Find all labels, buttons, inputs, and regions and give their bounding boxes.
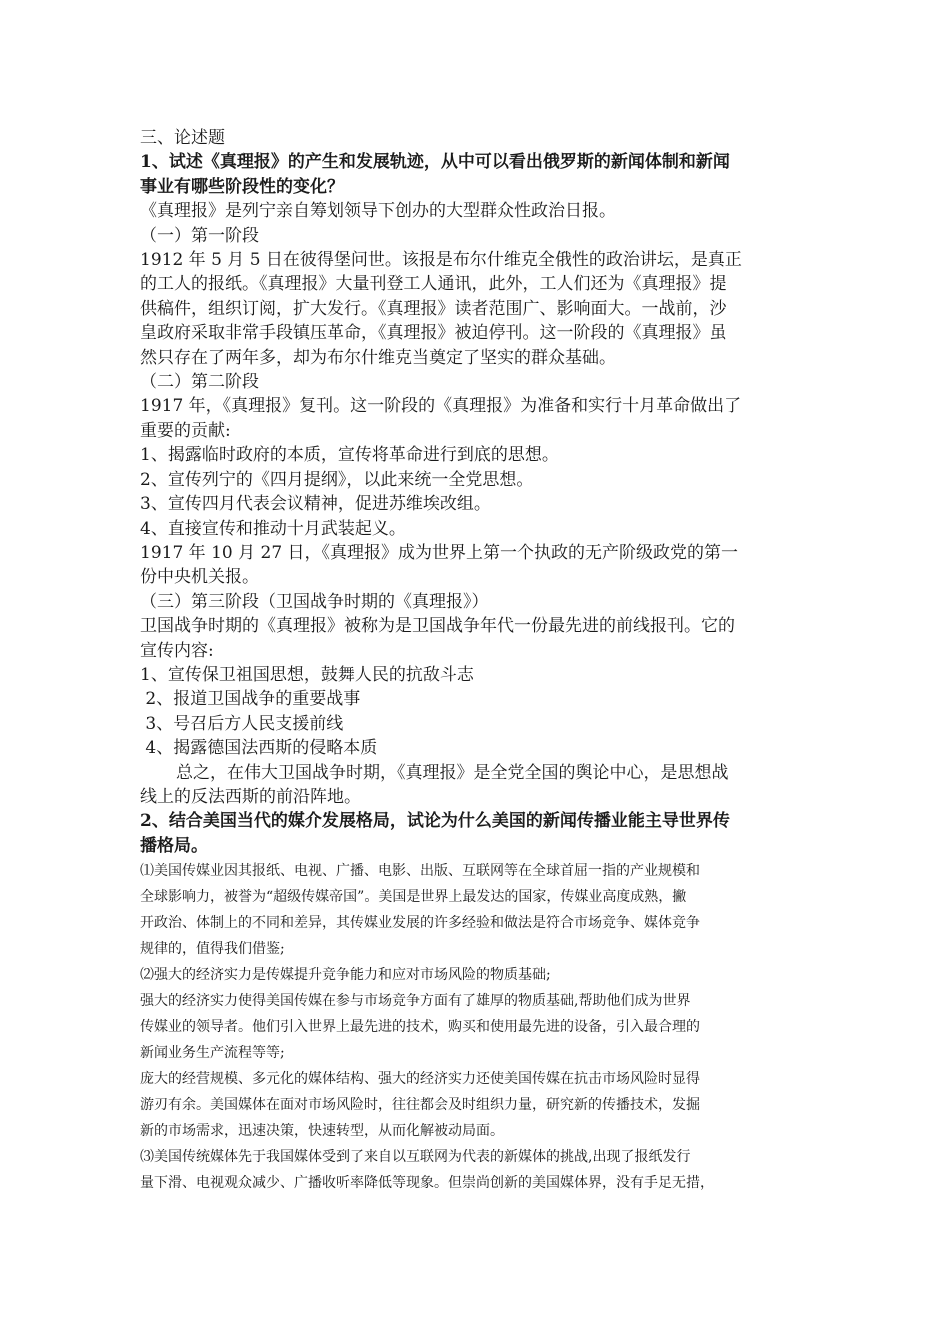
- conclusion-line: 总之，在伟大卫国战争时期，《真理报》是全党全国的舆论中心，是思想战: [176, 762, 729, 783]
- q2-paragraph-line: 全球影响力，被誉为“超级传媒帝国”。美国是世界上最发达的国家，传媒业高度成熟，撇: [140, 889, 687, 906]
- q2-paragraph-line: 量下滑、电视观众减少、广播收听率降低等现象。但崇尚创新的美国媒体界，没有手足无措，: [140, 1175, 714, 1192]
- stage1-line: 皇政府采取非常手段镇压革命，《真理报》被迫停刊。这一阶段的《真理报》虽: [140, 323, 727, 344]
- q2-title-line: 2、结合美国当代的媒介发展格局，试论为什么美国的新闻传播业能主导世界传: [140, 811, 730, 832]
- conclusion-line: 线上的反法西斯的前沿阵地。: [140, 786, 361, 807]
- stage3-list-item: 2、报道卫国战争的重要战事: [140, 689, 361, 710]
- stage2-after-line: 1917 年 10 月 27 日，《真理报》成为世界上第一个执政的无产阶级政党的第一: [140, 542, 739, 563]
- section-heading: 三、论述题: [140, 128, 225, 148]
- stage3-list-item: 1、宣传保卫祖国思想，鼓舞人民的抗敌斗志: [140, 664, 474, 685]
- stage3-list-item: 3、号召后方人民支援前线: [140, 713, 344, 734]
- q1-title-line: 事业有哪些阶段性的变化？: [140, 176, 344, 197]
- stage1-line: 供稿件，组织订阅，扩大发行。《真理报》读者范围广、影响面大。一战前，沙: [140, 298, 727, 319]
- stage2-line: 重要的贡献:: [140, 420, 231, 441]
- q2-paragraph-line: 庞大的经营规模、多元化的媒体结构、强大的经济实力还使美国传媒在抗击市场风险时显得: [140, 1071, 700, 1088]
- q2-paragraph-line: 强大的经济实力使得美国传媒在参与市场竞争方面有了雄厚的物质基础,帮助他们成为世界: [140, 993, 691, 1010]
- q2-paragraph-line: ⑵强大的经济实力是传媒提升竞争能力和应对市场风险的物质基础;: [140, 967, 551, 984]
- stage1-line: 1912 年 5 月 5 日在彼得堡问世。该报是布尔什维克全俄性的政治讲坛，是真正: [140, 250, 742, 271]
- q1-intro: 《真理报》是列宁亲自筹划领导下创办的大型群众性政治日报。: [140, 201, 616, 222]
- stage3-heading: （三）第三阶段（卫国战争时期的《真理报》）: [140, 591, 489, 612]
- q2-paragraph-line: 新的市场需求，迅速决策，快速转型，从而化解被动局面。: [140, 1123, 504, 1140]
- q2-paragraph-line: 传媒业的领导者。他们引入世界上最先进的技术，购买和使用最先进的设备，引入最合理的: [140, 1019, 700, 1036]
- stage2-list-item: 4、直接宣传和推动十月武装起义。: [140, 518, 406, 539]
- q2-paragraph-line: 规律的，值得我们借鉴;: [140, 941, 285, 958]
- q2-paragraph-line: 游刃有余。美国媒体在面对市场风险时，往往都会及时组织力量，研究新的传播技术，发掘: [140, 1097, 700, 1114]
- stage2-heading: （二）第二阶段: [140, 372, 259, 393]
- stage2-line: 1917 年，《真理报》复刊。这一阶段的《真理报》为准备和实行十月革命做出了: [140, 396, 742, 417]
- stage3-list-item: 4、揭露德国法西斯的侵略本质: [140, 738, 378, 759]
- q2-paragraph-line: ⑶美国传统媒体先于我国媒体受到了来自以互联网为代表的新媒体的挑战,出现了报纸发行: [140, 1149, 691, 1166]
- stage2-list-item: 2、宣传列宁的《四月提纲》，以此来统一全党思想。: [140, 469, 534, 490]
- q2-title-line: 播格局。: [140, 835, 208, 856]
- q2-paragraph-line: ⑴美国传媒业因其报纸、电视、广播、电影、出版、互联网等在全球首屈一指的产业规模和: [140, 863, 700, 880]
- stage1-line: 的工人的报纸。《真理报》大量刊登工人通讯，此外，工人们还为《真理报》提: [140, 274, 727, 295]
- q2-paragraph-line: 新闻业务生产流程等等;: [140, 1045, 285, 1062]
- document-body: [140, 126, 820, 1196]
- stage1-line: 然只存在了两年多，却为布尔什维克当奠定了坚实的群众基础。: [140, 347, 616, 368]
- q2-paragraph-line: 开政治、体制上的不同和差异，其传媒业发展的许多经验和做法是符合市场竞争、媒体竞争: [140, 915, 700, 932]
- q1-title-line: 1、试述《真理报》的产生和发展轨迹，从中可以看出俄罗斯的新闻体制和新闻: [140, 152, 730, 173]
- stage2-list-item: 1、揭露临时政府的本质，宣传将革命进行到底的思想。: [140, 445, 559, 466]
- stage2-after-line: 份中央机关报。: [140, 567, 259, 588]
- stage3-line: 宣传内容:: [140, 640, 214, 661]
- stage3-line: 卫国战争时期的《真理报》被称为是卫国战争年代一份最先进的前线报刊。它的: [140, 616, 735, 637]
- stage2-list-item: 3、宣传四月代表会议精神，促进苏维埃改组。: [140, 494, 491, 515]
- stage1-heading: （一）第一阶段: [140, 225, 259, 246]
